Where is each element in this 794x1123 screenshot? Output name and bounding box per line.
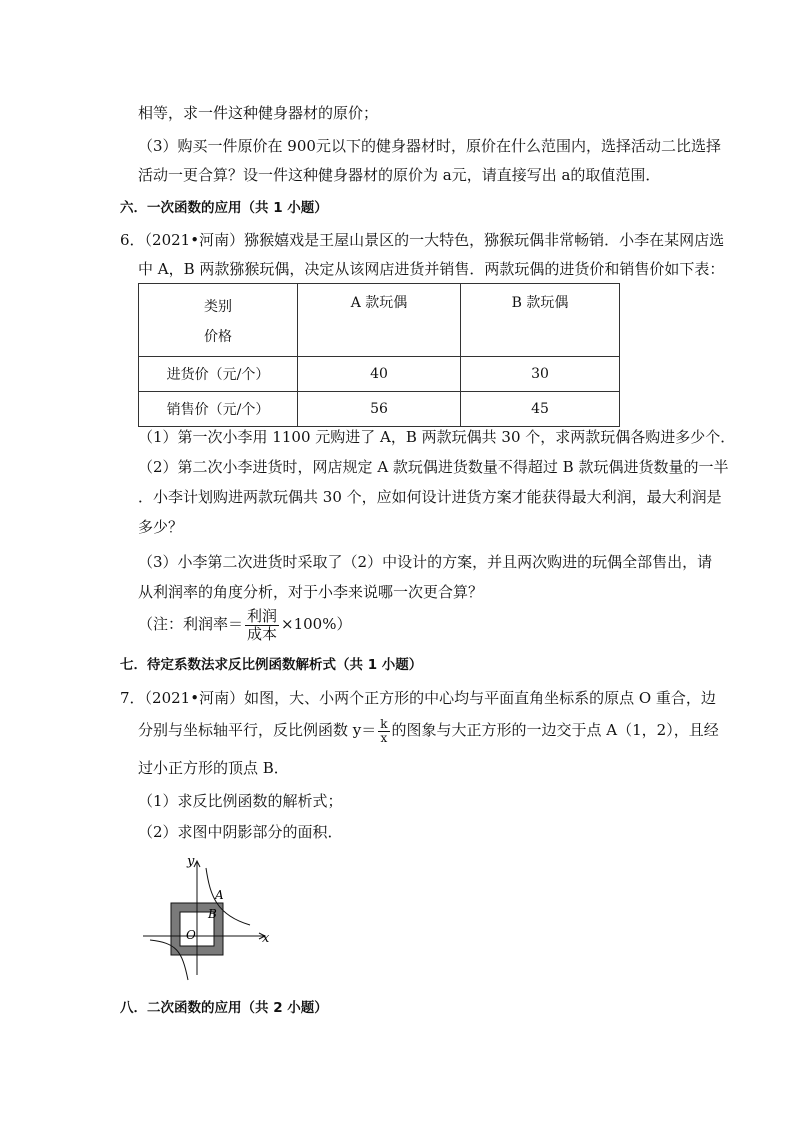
price-table — [138, 283, 620, 427]
fraction-denominator: 成本 — [247, 624, 278, 643]
label-a: A — [215, 888, 224, 902]
q6-part2-line1: （2）第二次小李进货时，网店规定 A 款玩偶进货数量不得超过 B 款玩偶进货数量的一半 — [138, 458, 729, 476]
section6-heading: 六．一次函数的应用（共 1 小题） — [120, 200, 328, 216]
cell-b: 30 — [461, 357, 620, 392]
q7-part1: （1）求反比例函数的解析式； — [138, 792, 343, 810]
table-header-category — [139, 284, 298, 357]
q6-part1: （1）第一次小李用 1100 元购进了 A，B 两款玩偶共 30 个，求两款玩偶各购进多少个． — [138, 428, 736, 446]
label-b: B — [208, 907, 217, 921]
q6-part3-line1: （3）小李第二次进货时采取了（2）中设计的方案，并且两次购进的玩偶全部售出，请 — [138, 553, 713, 571]
table-header-b: B 款玩偶 — [461, 284, 620, 357]
q7-intro-line1: 7．（2021•河南）如图，大、小两个正方形的中心均与平面直角坐标系的原点 O 重合，边 — [120, 689, 716, 707]
q6-part2-line3: 多少？ — [138, 518, 184, 536]
table-row — [139, 357, 620, 392]
q6-part3-line2: 从利润率的角度分析，对于小李来说哪一次更合算？ — [138, 583, 484, 601]
fraction-numerator: k — [380, 716, 388, 731]
q6-part2-line2: ．小李计划购进两款玩偶共 30 个，应如何设计进货方案才能获得最大利润，最大利润是 — [138, 488, 722, 506]
note-suffix: ×100%） — [281, 615, 352, 633]
row-label: 进货价（元/个） — [139, 357, 298, 392]
profit-rate-fraction — [245, 608, 279, 643]
coordinate-figure — [138, 850, 288, 990]
cell-a: 40 — [298, 357, 461, 392]
q7-intro2-post: 的图象与大正方形的一边交于点 A（1，2），且经 — [391, 721, 719, 739]
q6-intro-line2: 中 A，B 两款猕猴玩偶，决定从该网店进货并销售．两款玩偶的进货价和销售价如下表： — [138, 260, 725, 278]
q7-intro-line2 — [138, 714, 719, 746]
cell-b: 45 — [461, 392, 620, 427]
note-prefix: （注：利润率＝ — [138, 615, 244, 633]
fraction-numerator: 利润 — [247, 606, 278, 625]
header-price-label: 价格 — [204, 329, 232, 345]
section8-heading: 八．二次函数的应用（共 2 小题） — [120, 1000, 328, 1016]
q6-intro-line1: 6．（2021•河南）猕猴嬉戏是王屋山景区的一大特色，猕猴玩偶非常畅销．小李在某网店选 — [120, 231, 725, 249]
q5-tail-line3: 活动一更合算？设一件这种健身器材的原价为 a元，请直接写出 a的取值范围． — [138, 166, 661, 184]
q7-part2: （2）求图中阴影部分的面积． — [138, 823, 343, 841]
label-o: O — [186, 928, 196, 942]
label-x: x — [262, 931, 270, 946]
header-category-label: 类别 — [204, 299, 232, 315]
q7-intro2-pre: 分别与坐标轴平行，反比例函数 y＝ — [138, 721, 377, 739]
fraction-denominator: x — [380, 730, 388, 745]
q6-note — [138, 607, 351, 643]
k-over-x-fraction — [378, 718, 389, 745]
label-y: y — [187, 854, 195, 869]
q5-tail-line1: 相等，求一件这种健身器材的原价； — [138, 104, 379, 122]
table-row — [139, 392, 620, 427]
q5-tail-line2: （3）购买一件原价在 900元以下的健身器材时，原价在什么范围内，选择活动二比选择 — [138, 137, 721, 155]
section7-heading: 七．待定系数法求反比例函数解析式（共 1 小题） — [120, 657, 423, 673]
table-header-a: A 款玩偶 — [298, 284, 461, 357]
q7-intro-line3: 过小正方形的顶点 B． — [138, 759, 289, 777]
row-label: 销售价（元/个） — [139, 392, 298, 427]
cell-a: 56 — [298, 392, 461, 427]
